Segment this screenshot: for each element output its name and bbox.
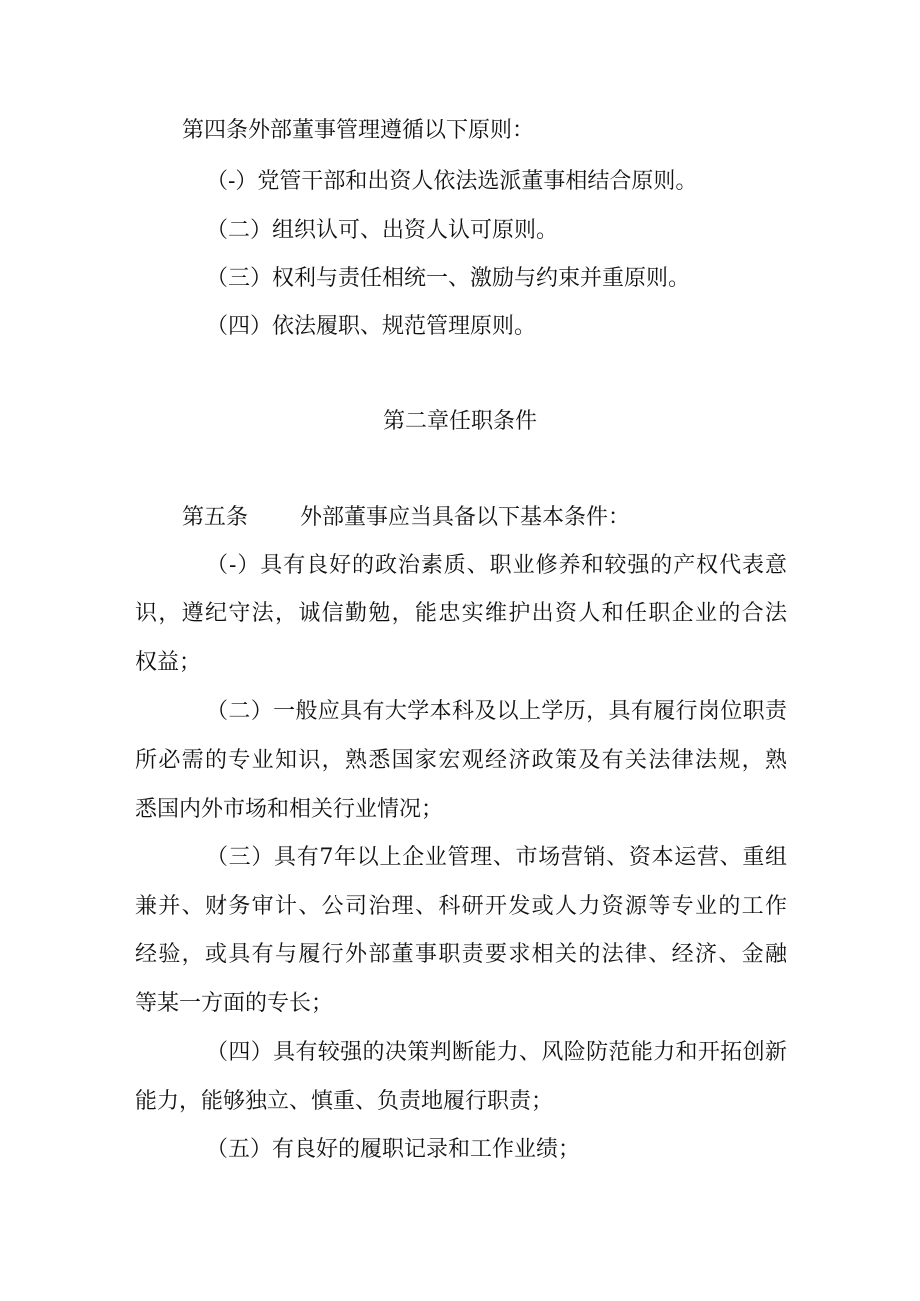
- article-5-item-4-line-2: 能力，能够独立、慎重、负责地履行职责；: [135, 1089, 554, 1114]
- article-5-item-1-line-2: 识，遵纪守法，诚信勤勉，能忠实维护出资人和任职企业的合法: [135, 601, 787, 626]
- article-5-item-1-line-3: 权益；: [135, 650, 202, 675]
- chapter-2-title: 第二章任职条件: [382, 409, 537, 434]
- article-4-item-1: （-）党管干部和出资人依法选派董事相结合原则。: [206, 169, 698, 194]
- article-4-heading: 第四条外部董事管理遵循以下原则：: [182, 118, 535, 143]
- article-5-item-5: （五）有良好的履职记录和工作业绩；: [206, 1137, 581, 1162]
- article-5-item-1-line-1: （-）具有良好的政治素质、职业修养和较强的产权代表意: [206, 553, 787, 578]
- article-4-item-3: （三）权利与责任相统一、激励与约束并重原则。: [206, 266, 691, 291]
- article-5-heading: [182, 503, 630, 533]
- article-5-item-3-line-4: 等某一方面的专长；: [135, 991, 334, 1016]
- article-5-item-3-line-1: （三）具有7年以上企业管理、市场营销、资本运营、重组: [206, 845, 787, 870]
- article-5-item-2-line-3: 悉国内外市场和相关行业情况；: [135, 797, 444, 822]
- article-4-item-2: （二）组织认可、出资人认可原则。: [206, 218, 559, 243]
- article-4-item-4: （四）依法履职、规范管理原则。: [206, 314, 537, 339]
- article-5-item-2-line-2: 所必需的专业知识，熟悉国家宏观经济政策及有关法律法规，熟: [135, 748, 787, 773]
- article-5-item-2-line-1: （二）一般应具有大学本科及以上学历，具有履行岗位职责: [206, 699, 787, 724]
- article-5-label: 第五条: [182, 505, 249, 530]
- article-5-text: 外部董事应当具备以下基本条件：: [300, 505, 631, 530]
- article-5-item-3-line-2: 兼并、财务审计、公司治理、科研开发或人力资源等专业的工作: [135, 894, 787, 919]
- article-5-item-4-line-1: （四）具有较强的决策判断能力、风险防范能力和开拓创新: [206, 1040, 787, 1065]
- article-5-item-3-line-3: 经验，或具有与履行外部董事职责要求相关的法律、经济、金融: [135, 942, 787, 967]
